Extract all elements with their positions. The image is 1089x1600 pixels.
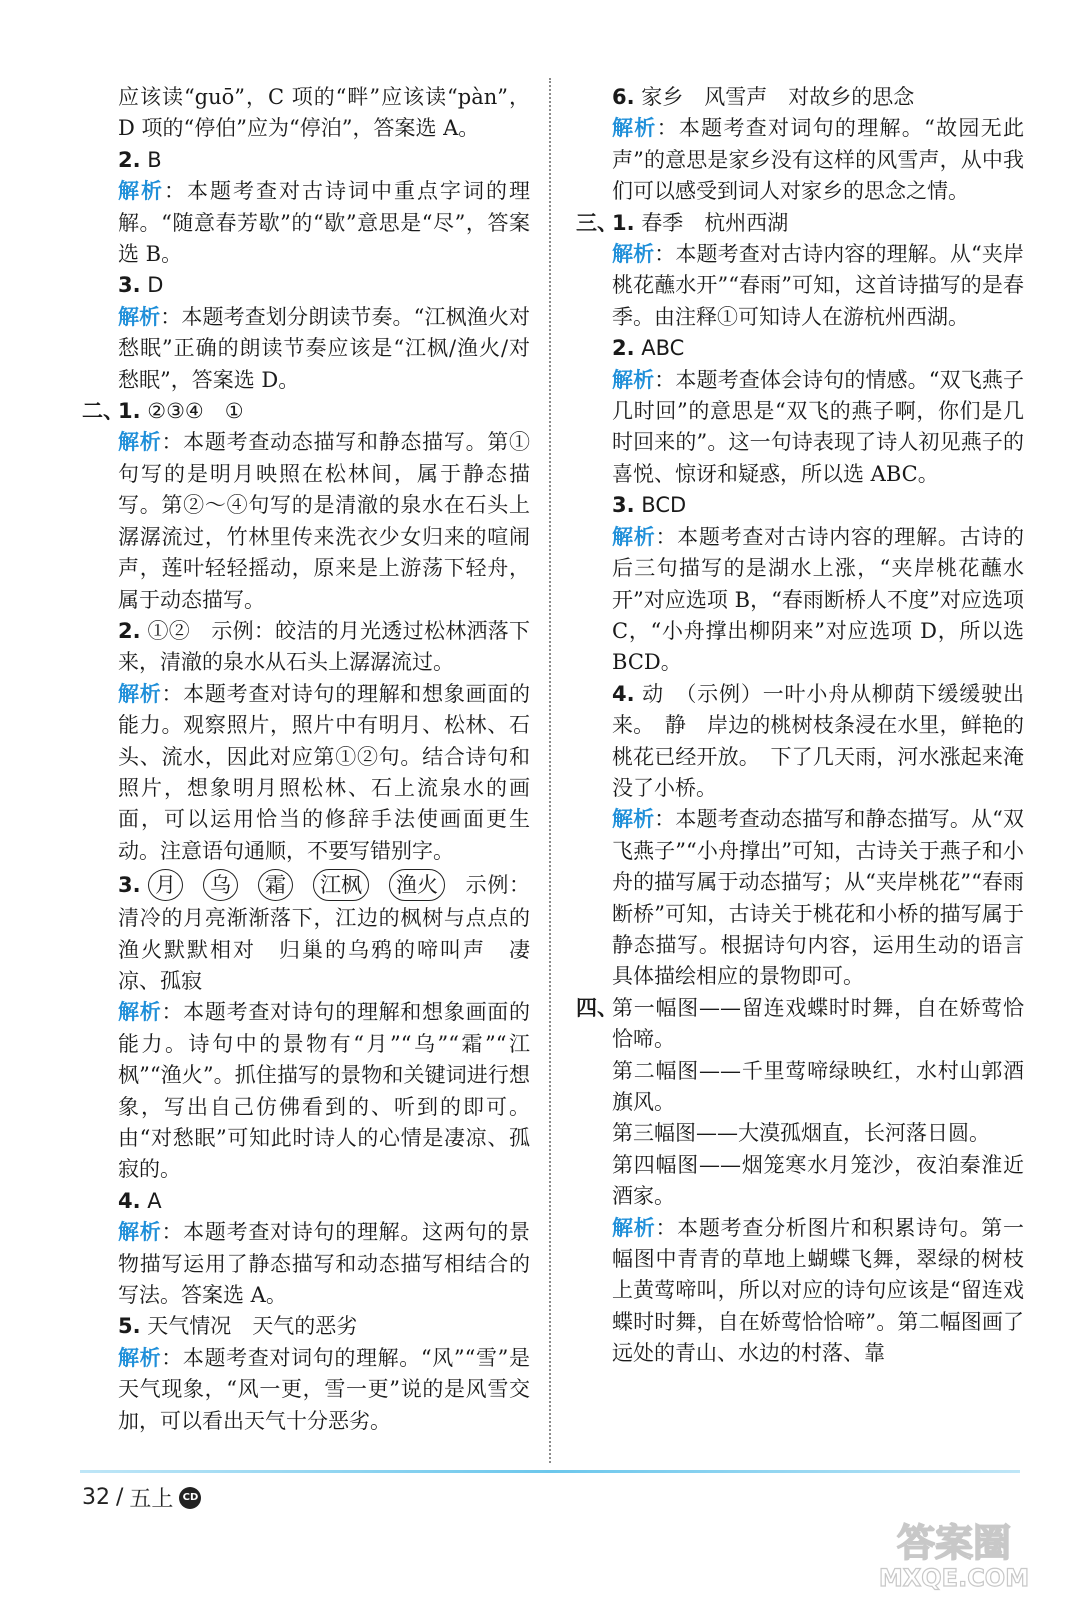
section-number: 二、 <box>82 399 124 424</box>
answer-item: 2. B <box>118 147 162 172</box>
circled-word: 渔火 <box>389 869 445 901</box>
section-number: 三、 <box>576 210 618 235</box>
answer-item: 4. 动 （示例）一叶小舟从柳荫下缓缓驶出来。 静 岸边的桃树枝条浸在水里，鲜艳的桃花已经开放。 下了几天雨，河水涨起来淹没了小桥。 <box>612 681 1024 800</box>
answer-item: 4. A <box>118 1188 162 1213</box>
section-three-item: 三、 1. 春季 杭州西湖 <box>612 208 1024 239</box>
section-two-item: 二、 1. ②③④ ① <box>118 396 530 427</box>
page-footer <box>82 1482 201 1513</box>
answer-item: 3. BCD <box>612 493 687 518</box>
circled-word: 乌 <box>203 869 238 901</box>
analysis: 解析：本题考查对诗句的理解和想象画面的能力。观察照片，照片中有明月、松林、石头、流水，因此对应第①②句。结合诗句和照片，想象明月照松林、石上流泉水的画面，可以运用恰当的修辞手法使画面更生动。注意语句通顺，不要写错别字。 <box>118 681 531 863</box>
right-column <box>576 82 1025 1370</box>
answer-item: 2. ①② 示例：皎洁的月光透过松林洒落下来，清澈的泉水从石头上潺潺流过。 <box>118 618 530 675</box>
answer-item: 6. 家乡 风雪声 对故乡的思念 <box>612 85 915 109</box>
left-column <box>82 82 531 1437</box>
answer-item: 2. ABC <box>612 336 685 361</box>
analysis: 解析：本题考查对古诗内容的理解。古诗的后三句描写的是湖水上涨，“夹岸桃花蘸水开”对应选项 B，“春雨断桥人不度”对应选项 C，“小舟撑出柳阴来”对应选项 D，所以选 BCD。 <box>612 524 1025 675</box>
analysis: 解析：本题考查对词句的理解。“风”“雪”是天气现象，“风一更，雪一更”说的是风雪交加，可以看出天气十分恶劣。 <box>118 1345 531 1433</box>
text-line: 应该读“guō”，C 项的“畔”应该读“pàn”，D 项的“停伯”应为“停泊”，答案选 A。 <box>118 85 530 141</box>
analysis: 解析：本题考查对词句的理解。“故园无此声”的意思是家乡没有这样的风雪声，从中我们可以感受到词人对家乡的思念之情。 <box>612 116 1025 204</box>
answer-line: 第四幅图——烟笼寒水月笼沙，夜泊秦淮近酒家。 <box>612 1152 1024 1209</box>
analysis: 解析：本题考查动态描写和静态描写。第①句写的是明月映照在松林间，属于静态描写。第②～④句写的是清澈的泉水在石头上潺潺流过，竹林里传来洗衣少女归来的喧闹声，莲叶轻轻摇动，原来是上游荡下轻舟，属于动态描写。 <box>118 430 531 612</box>
footer-rule <box>80 1470 1020 1473</box>
column-divider <box>549 78 551 1463</box>
analysis: 解析：本题考查体会诗句的情感。“双飞燕子几时回”的意思是“双飞的燕子啊，你们是几时回来的”。这一句诗表现了诗人初见燕子的喜悦、惊讶和疑惑，所以选 ABC。 <box>612 367 1025 486</box>
analysis: 解析：本题考查对诗句的理解和想象画面的能力。诗句中的景物有“月”“乌”“霜”“江枫”“渔火”。抓住描写的景物和关键词进行想象，写出自己仿佛看到的、听到的即可。由“对愁眠”可知此时诗人的心情是凄凉、孤寂的。 <box>118 1000 531 1182</box>
analysis: 解析：本题考查对诗句的理解。这两句的景物描写运用了静态描写和动态描写相结合的写法。答案选 A。 <box>118 1220 531 1308</box>
analysis: 解析：本题考查分析图片和积累诗句。第一幅图中青青的草地上蝴蝶飞舞，翠绿的树枝上黄莺啼叫，所以对应的诗句应该是“留连戏蝶时时舞，自在娇莺恰恰啼”。第二幅图画了远处的青山、水边的村落、靠 <box>612 1215 1025 1366</box>
watermark-top: 答案圈 <box>896 1521 1012 1565</box>
watermark-logo <box>849 1512 1059 1592</box>
answer-line: 第三幅图——大漠孤烟直，长河落日圆。 <box>612 1121 990 1146</box>
publisher-logo-icon: CD <box>179 1487 201 1509</box>
circled-word: 江枫 <box>313 869 369 901</box>
answer-item: 3. 月 乌 霜 江枫 渔火 示例：清冷的月亮渐渐落下，江边的枫树与点点的渔火默默相对 归巢的乌鸦的啼叫声 凄凉、孤寂 <box>118 867 530 997</box>
circled-word: 月 <box>148 869 183 901</box>
answer-item: 5. 天气情况 天气的恶劣 <box>118 1314 358 1339</box>
footer-separator: / <box>116 1485 124 1510</box>
section-four-item: 四、 第一幅图——留连戏蝶时时舞，自在娇莺恰恰啼。 <box>612 993 1024 1056</box>
grade-label: 五上 <box>129 1487 174 1512</box>
analysis: 解析：本题考查动态描写和静态描写。从“双飞燕子”“小舟撑出”可知，古诗关于燕子和小舟的描写属于动态描写；从“夹岸桃花”“春雨断桥”可知，古诗关于桃花和小桥的描写属于静态描写。根据诗句内容，运用生动的语言具体描绘相应的景物即可。 <box>612 807 1025 989</box>
analysis: 解析：本题考查对古诗内容的理解。从“夹岸桃花蘸水开”“春雨”可知，这首诗描写的是春季。由注释①可知诗人在游杭州西湖。 <box>612 242 1025 329</box>
answer-line: 第二幅图——千里莺啼绿映红，水村山郭酒旗风。 <box>612 1058 1024 1114</box>
analysis: 解析：本题考查划分朗读节奏。“江枫渔火对愁眠”正确的朗读节奏应该是“江枫/渔火/对愁眠”，答案选 D。 <box>118 304 531 392</box>
section-number: 四、 <box>576 995 618 1020</box>
answer-item: 3. D <box>118 273 164 298</box>
circled-word: 霜 <box>258 869 293 901</box>
watermark-bottom: MXQE.COM <box>878 1564 1030 1592</box>
page-number: 32 <box>82 1485 110 1510</box>
analysis: 解析：本题考查对古诗词中重点字词的理解。“随意春芳歇”的“歇”意思是“尽”，答案选 B。 <box>118 179 530 267</box>
